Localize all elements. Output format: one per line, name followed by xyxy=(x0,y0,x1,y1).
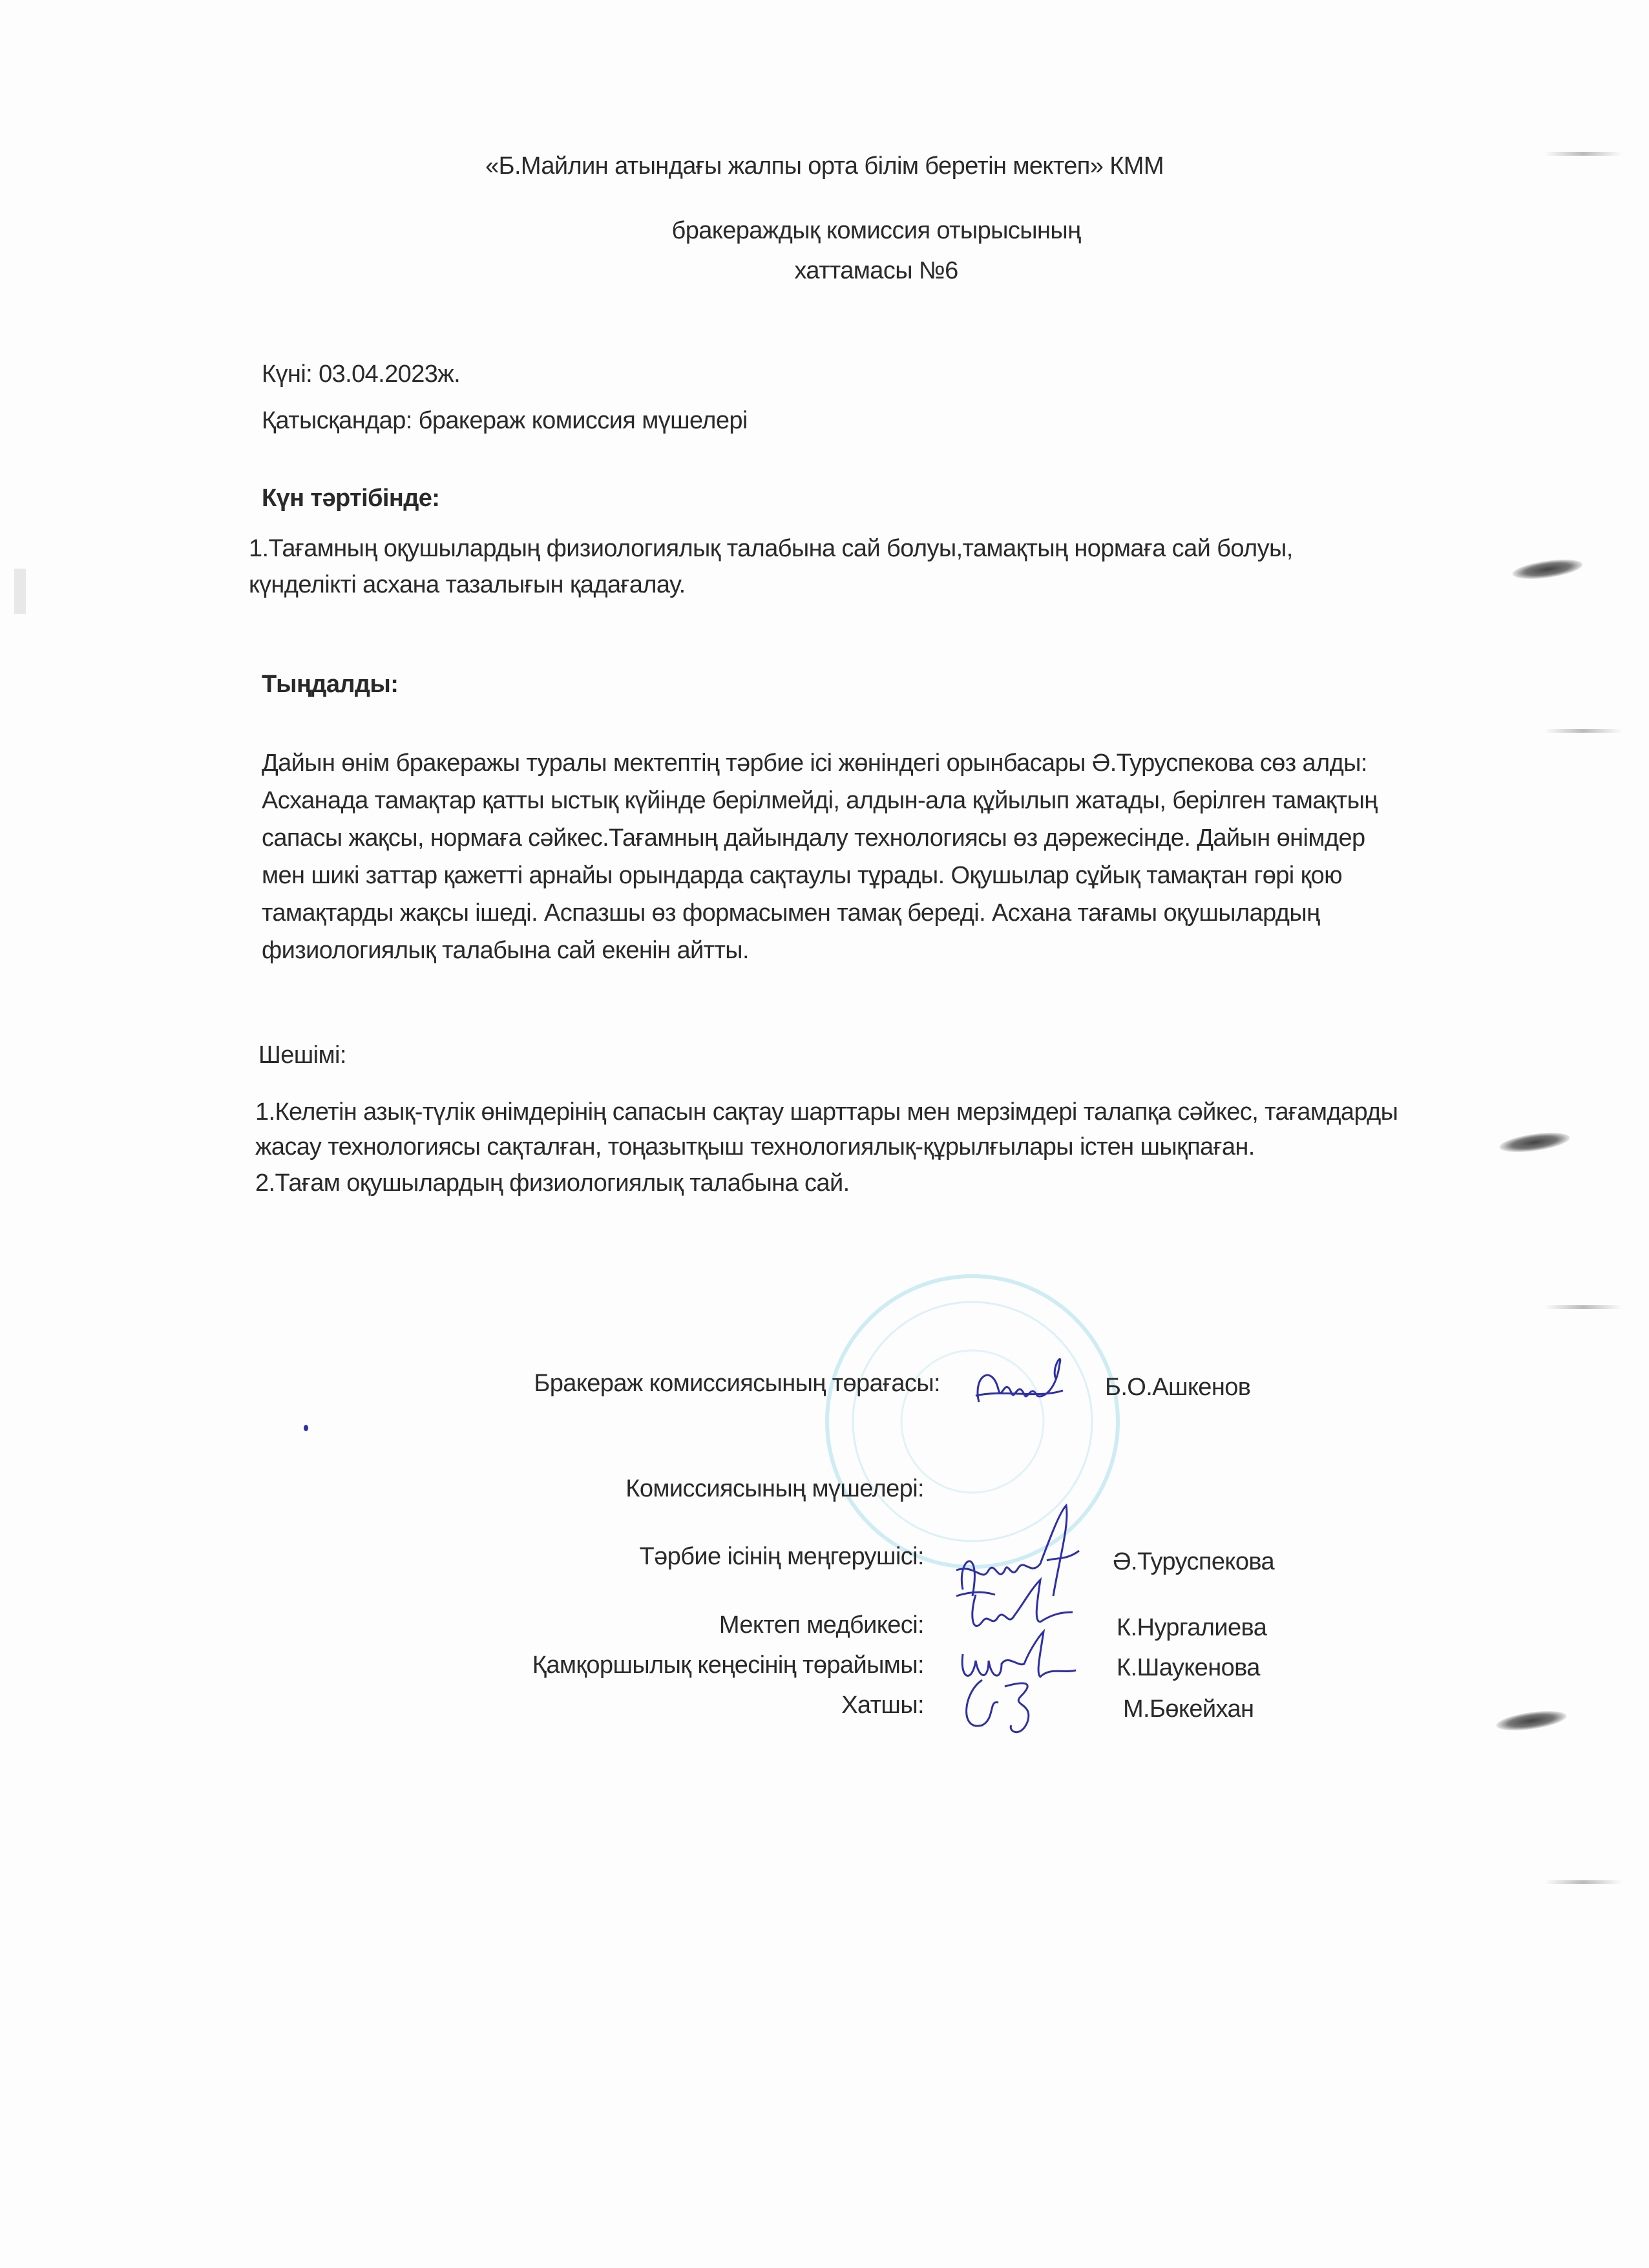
scan-smudge xyxy=(1495,1707,1568,1734)
heard-line: Асханада тамақтар қатты ыстық күйінде берілмейді, алдын-ала құйылып жатады, берілген тамақтың xyxy=(262,787,1378,814)
chair-label: Бракераж комиссиясының төрағасы: xyxy=(534,1370,940,1397)
scan-smudge xyxy=(1511,556,1584,582)
chair-name: Б.О.Ашкенов xyxy=(1105,1374,1251,1401)
heard-line: сапасы жақсы, нормаға сәйкес.Тағамның дайындалу технологиясы өз дәрежесінде. Дайын өнімдер xyxy=(262,824,1365,852)
scan-artifact xyxy=(14,569,26,614)
scan-smudge xyxy=(1498,1129,1571,1155)
heard-line: тамақтарды жақсы ішеді. Аспазшы өз формасымен тамақ береді. Асхана тағамы оқушылардың xyxy=(262,899,1320,927)
heard-line: Дайын өнім бракеражы туралы мектептің тәрбие ісі жөніндегі орынбасары Ә.Туруспекова сөз алды: xyxy=(262,750,1367,777)
scan-edge-mark xyxy=(1544,729,1622,733)
decision-line: жасау технологиясы сақталған, тоңазытқыш технологиялық-құрылғылары істен шықпаған. xyxy=(255,1133,1255,1160)
chair-signature xyxy=(966,1350,1069,1415)
member-role: Қамқоршылық кеңесінің төрайымы: xyxy=(532,1652,924,1679)
member-name: К.Нургалиева xyxy=(1117,1614,1267,1641)
agenda-line: күнделікті асхана тазалығын қадағалау. xyxy=(249,571,686,598)
members-label: Комиссиясының мүшелері: xyxy=(625,1475,924,1502)
ink-dot xyxy=(304,1425,308,1431)
meeting-date: Күні: 03.04.2023ж. xyxy=(262,361,461,388)
heard-line: физиологиялық талабына сай екенін айтты. xyxy=(262,937,749,964)
participants: Қатысқандар: бракераж комиссия мүшелері xyxy=(262,407,748,434)
member-name: Ә.Туруспекова xyxy=(1113,1548,1275,1575)
member-role: Хатшы: xyxy=(841,1692,924,1719)
agenda-heading: Күн тәртібінде: xyxy=(262,485,440,512)
member-name: М.Бөкейхан xyxy=(1123,1696,1254,1723)
member-role: Мектеп медбикесі: xyxy=(719,1612,924,1639)
decision-line: 1.Келетін азық-түлік өнімдерінің сапасын сақтау шарттары мен мерзімдері талапқа сәйкес, тағамдарды xyxy=(255,1098,1398,1126)
heard-line: мен шикі заттар қажетті арнайы орындарда сақтаулы тұрады. Оқушылар сұйық тамақтан гөрі қою xyxy=(262,862,1343,889)
scan-edge-mark xyxy=(1544,1305,1622,1309)
doc-title-line2: хаттамасы №6 xyxy=(794,257,958,284)
member-name: К.Шаукенова xyxy=(1117,1654,1260,1681)
member-role: Тәрбие ісінің меңгерушісі: xyxy=(639,1543,924,1570)
decision-heading: Шешімі: xyxy=(258,1042,346,1069)
heard-heading: Тыңдалды: xyxy=(262,671,399,698)
agenda-line: 1.Тағамның оқушылардың физиологиялық талабына сай болуы,тамақтың нормаға сай болуы, xyxy=(249,535,1293,562)
decision-line: 2.Тағам оқушылардың физиологиялық талабына сай. xyxy=(255,1170,850,1197)
member-signature xyxy=(956,1667,1073,1745)
doc-title-line1: бракераждық комиссия отырысының xyxy=(671,217,1081,244)
institution-name: «Б.Майлин атындағы жалпы орта білім беретін мектеп» КММ xyxy=(485,152,1164,180)
scan-edge-mark xyxy=(1544,1880,1622,1884)
